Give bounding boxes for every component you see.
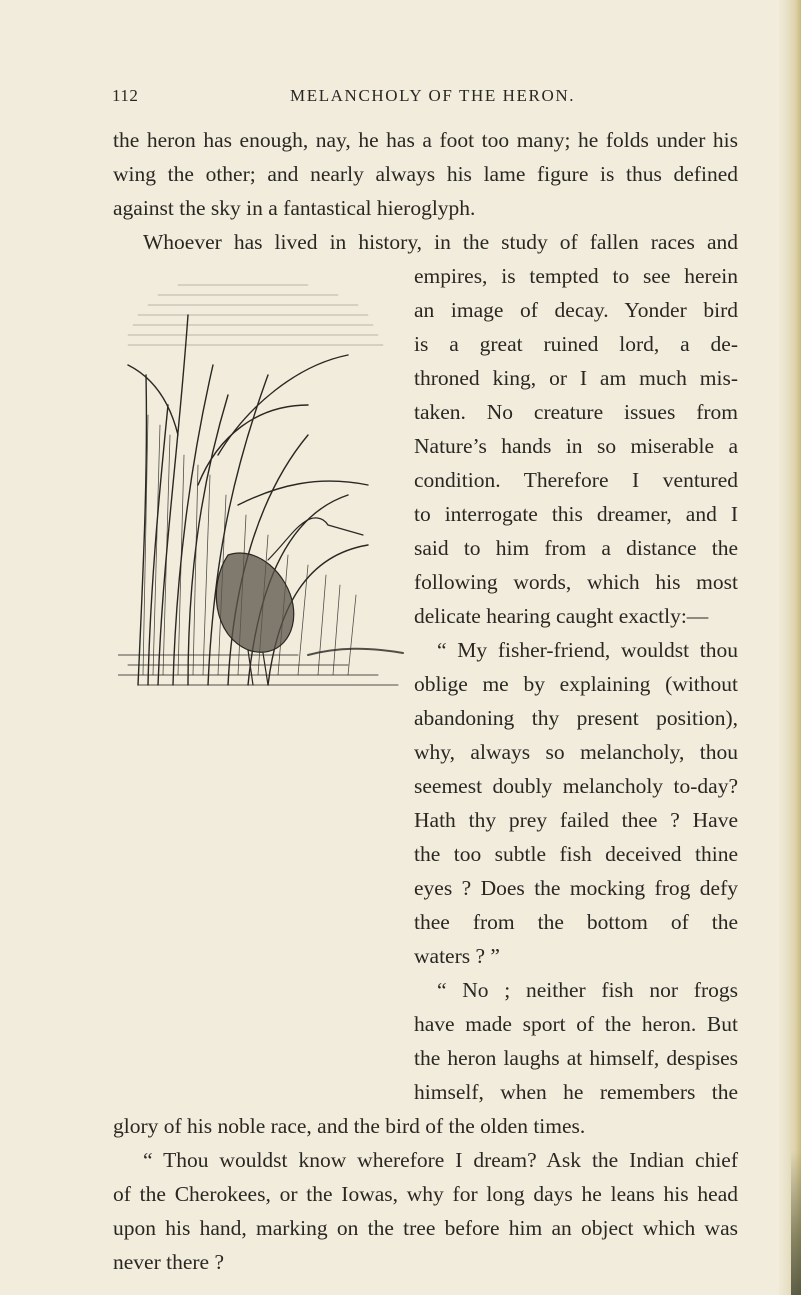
page-edge	[779, 0, 801, 1295]
text-line: waters ? ”	[414, 944, 500, 968]
text-line: said to him from a distance the	[414, 536, 738, 560]
water	[118, 649, 403, 685]
text-line: eyes ? Does the mocking frog defy	[414, 876, 738, 900]
sky-hatching	[128, 285, 383, 345]
text-line: why, always so melancholy, thou	[414, 740, 738, 764]
text-line: “ Thou wouldst know wherefore I dream? Ask the Indian chief	[143, 1148, 738, 1172]
page-number: 112	[112, 86, 139, 105]
text-line: “ No ; neither fish nor frogs	[437, 978, 738, 1002]
text-line: Whoever has lived in history, in the study of fallen races and	[143, 230, 738, 254]
running-title: MELANCHOLY OF THE HERON.	[290, 86, 576, 105]
text-line: abandoning thy present position),	[414, 706, 738, 730]
text-line: condition. Therefore I ventured	[414, 468, 738, 492]
page-edge-shadow	[791, 1150, 801, 1295]
text-line: of the Cherokees, or the Iowas, why for long days he leans his head	[113, 1182, 738, 1206]
text-line: the heron has enough, nay, he has a foot too many; he folds under his	[113, 128, 738, 152]
text-line: Nature’s hands in so miserable a	[414, 434, 738, 458]
text-line: Hath thy prey failed thee ? Have	[414, 808, 738, 832]
text-line: wing the other; and nearly always his lame figure is thus defined	[113, 162, 738, 186]
text-line: to interrogate this dreamer, and I	[414, 502, 738, 526]
text-line: an image of decay. Yonder bird	[414, 298, 738, 322]
text-line: taken. No creature issues from	[414, 400, 738, 424]
text-line: the too subtle fish deceived thine	[414, 842, 738, 866]
text-line: empires, is tempted to see herein	[414, 264, 738, 288]
text-line: the heron laughs at himself, despises	[414, 1046, 738, 1070]
text-line: glory of his noble race, and the bird of the olden times.	[113, 1114, 586, 1138]
text-line: “ My fisher-friend, wouldst thou	[437, 638, 738, 662]
text-line: is a great ruined lord, a de-	[414, 332, 738, 356]
text-line: never there ?	[113, 1250, 225, 1274]
text-line: seemest doubly melancholy to-day?	[414, 774, 738, 798]
heron-engraving	[118, 255, 408, 695]
heron-illustration	[118, 255, 408, 695]
text-line: against the sky in a fantastical hieroglyph.	[113, 196, 476, 220]
running-header	[112, 86, 727, 110]
text-line: upon his hand, marking on the tree before him an object which was	[113, 1216, 738, 1240]
text-line: have made sport of the heron. But	[414, 1012, 738, 1036]
text-line: himself, when he remembers the	[414, 1080, 738, 1104]
text-line: throned king, or I am much mis-	[414, 366, 738, 390]
text-line: delicate hearing caught exactly:—	[414, 604, 709, 628]
text-line: thee from the bottom of the	[414, 910, 738, 934]
text-line: oblige me by explaining (without	[414, 672, 738, 696]
text-line: following words, which his most	[414, 570, 738, 594]
